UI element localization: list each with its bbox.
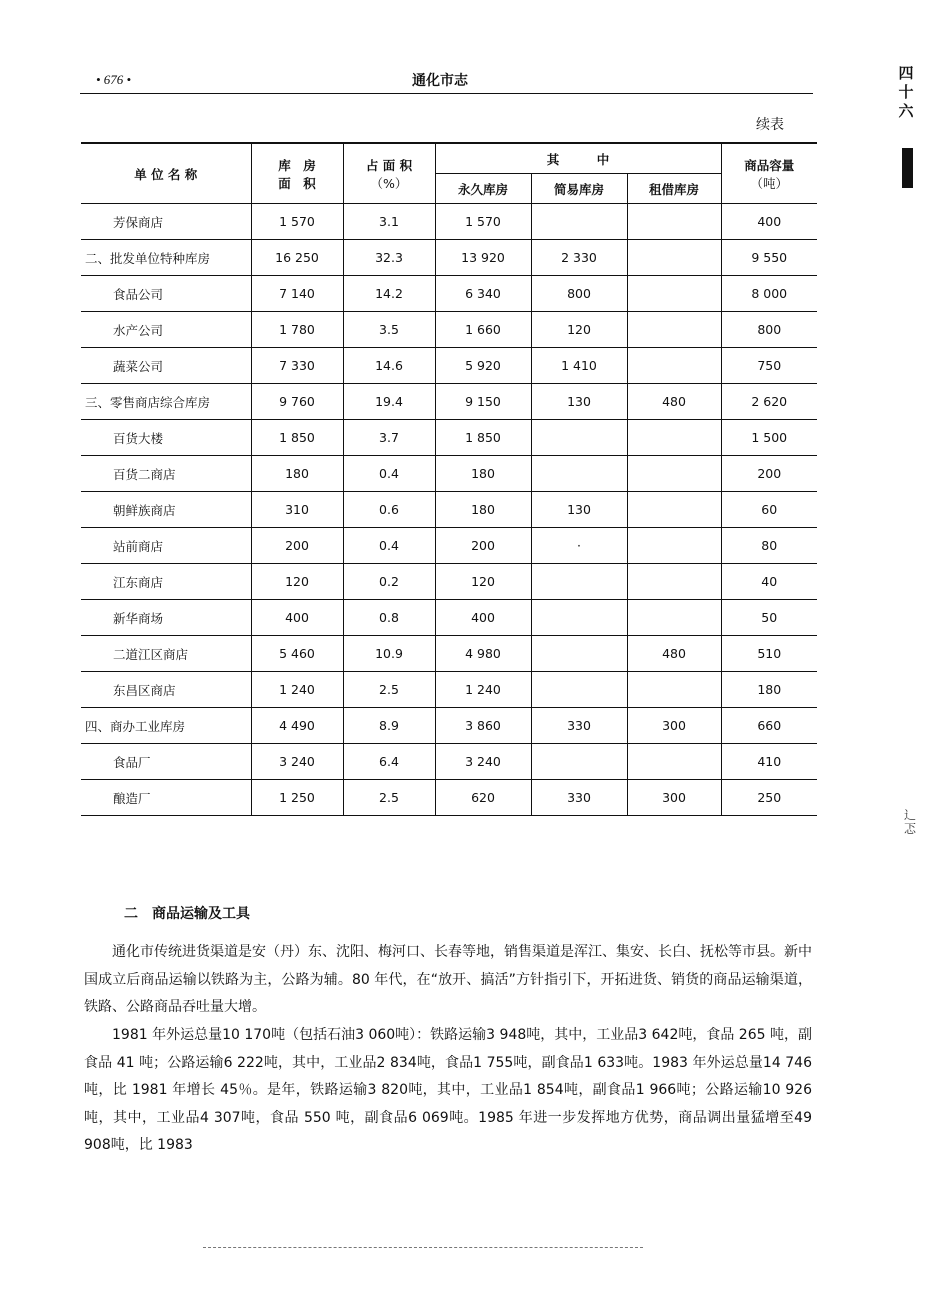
share-cell: 0.6 xyxy=(343,492,435,528)
header-warehouse-area-line2: 面 积 xyxy=(278,175,316,191)
share-cell: 3.5 xyxy=(343,312,435,348)
capacity-cell: 80 xyxy=(721,528,817,564)
simple-cell: 120 xyxy=(531,312,627,348)
side-tab-char: 六 xyxy=(898,102,914,120)
table-row xyxy=(81,204,817,240)
area-cell: 9 760 xyxy=(251,384,343,420)
permanent-cell: 180 xyxy=(435,492,531,528)
area-cell: 7 330 xyxy=(251,348,343,384)
unit-name-cell: 江东商店 xyxy=(81,564,251,600)
unit-name-cell: 蔬菜公司 xyxy=(81,348,251,384)
section-paragraph: 通化市传统进货渠道是安（丹）东、沈阳、梅河口、长春等地，销售渠道是浑江、集安、长白、抚松等市县。新中国成立后商品运输以铁路为主，公路为辅。80 年代，在“放开、搞活”方针指引下，开拓进货、销货的商品运输渠道，铁路、公路商品吞吐量大增。 xyxy=(84,944,812,1015)
simple-cell xyxy=(531,204,627,240)
area-cell: 200 xyxy=(251,528,343,564)
permanent-cell: 13 920 xyxy=(435,240,531,276)
area-cell: 120 xyxy=(251,564,343,600)
capacity-cell: 510 xyxy=(721,636,817,672)
unit-name-cell: 食品厂 xyxy=(81,744,251,780)
unit-name-cell: 东昌区商店 xyxy=(81,672,251,708)
warehouse-table xyxy=(81,142,817,816)
area-cell: 7 140 xyxy=(251,276,343,312)
table-row xyxy=(81,780,817,816)
rented-cell xyxy=(627,528,721,564)
permanent-cell: 620 xyxy=(435,780,531,816)
simple-cell xyxy=(531,744,627,780)
share-cell: 0.4 xyxy=(343,528,435,564)
simple-cell: · xyxy=(531,528,627,564)
page-number: • 676 • xyxy=(96,72,132,87)
area-cell: 1 250 xyxy=(251,780,343,816)
rented-cell: 300 xyxy=(627,708,721,744)
simple-cell xyxy=(531,672,627,708)
area-cell: 16 250 xyxy=(251,240,343,276)
share-cell: 19.4 xyxy=(343,384,435,420)
table-row xyxy=(81,492,817,528)
unit-name-cell: 三、零售商店综合库房 xyxy=(81,384,251,420)
unit-name-cell: 二道江区商店 xyxy=(81,636,251,672)
page-bottom-rule xyxy=(203,1247,643,1248)
table-row xyxy=(81,312,817,348)
side-tab-char: 四 xyxy=(898,64,914,82)
rented-cell: 480 xyxy=(627,384,721,420)
capacity-cell: 800 xyxy=(721,312,817,348)
area-cell: 1 780 xyxy=(251,312,343,348)
margin-mark-char: 辶 xyxy=(903,808,916,822)
table-row xyxy=(81,384,817,420)
simple-cell xyxy=(531,636,627,672)
capacity-cell: 660 xyxy=(721,708,817,744)
unit-name-cell: 百货二商店 xyxy=(81,456,251,492)
share-cell: 0.2 xyxy=(343,564,435,600)
table-row xyxy=(81,600,817,636)
table-row xyxy=(81,672,817,708)
simple-cell xyxy=(531,600,627,636)
header-warehouse-area xyxy=(251,143,343,204)
capacity-cell: 180 xyxy=(721,672,817,708)
section-paragraph: 1981 年外运总量10 170吨（包括石油3 060吨）：铁路运输3 948吨，其中，工业品3 642吨，食品 265 吨，副食品 41 吨；公路运输6 222吨，其中，工业品2 834吨，食品1 755吨，副食品1 633吨。1983 年外运总量14 746吨，比 1981 年增长 45％。是年，铁路运输3 820吨，其中，工业品1 854吨，副食品1 966吨；公路运输10 926吨，其中，工业品4 307吨，食品 550 吨，副食品6 069吨。1985 年进一步发挥地方优势，商品调出量猛增至49 908吨，比 1983 xyxy=(84,1027,812,1153)
share-cell: 32.3 xyxy=(343,240,435,276)
area-cell: 310 xyxy=(251,492,343,528)
table-row xyxy=(81,708,817,744)
rented-cell xyxy=(627,564,721,600)
rented-cell xyxy=(627,672,721,708)
capacity-cell: 410 xyxy=(721,744,817,780)
rented-cell xyxy=(627,348,721,384)
rented-cell: 480 xyxy=(627,636,721,672)
table-row xyxy=(81,420,817,456)
permanent-cell: 200 xyxy=(435,528,531,564)
share-cell: 14.2 xyxy=(343,276,435,312)
header-share-line2: （%） xyxy=(370,175,408,191)
share-cell: 14.6 xyxy=(343,348,435,384)
capacity-cell: 60 xyxy=(721,492,817,528)
unit-name-cell: 水产公司 xyxy=(81,312,251,348)
rented-cell: 300 xyxy=(627,780,721,816)
permanent-cell: 5 920 xyxy=(435,348,531,384)
permanent-cell: 1 850 xyxy=(435,420,531,456)
share-cell: 6.4 xyxy=(343,744,435,780)
share-cell: 10.9 xyxy=(343,636,435,672)
capacity-cell: 400 xyxy=(721,204,817,240)
capacity-cell: 250 xyxy=(721,780,817,816)
share-cell: 2.5 xyxy=(343,780,435,816)
rented-cell xyxy=(627,744,721,780)
header-unit-name: 单 位 名 称 xyxy=(81,143,251,204)
book-title: 通化市志 xyxy=(412,73,468,89)
unit-name-cell: 酿造厂 xyxy=(81,780,251,816)
permanent-cell: 180 xyxy=(435,456,531,492)
header-permanent: 永久库房 xyxy=(435,174,531,204)
table-row xyxy=(81,564,817,600)
header-simple: 简易库房 xyxy=(531,174,627,204)
unit-name-cell: 食品公司 xyxy=(81,276,251,312)
simple-cell: 330 xyxy=(531,780,627,816)
capacity-cell: 1 500 xyxy=(721,420,817,456)
capacity-cell: 200 xyxy=(721,456,817,492)
unit-name-cell: 站前商店 xyxy=(81,528,251,564)
unit-name-cell: 百货大楼 xyxy=(81,420,251,456)
table-row xyxy=(81,456,817,492)
rented-cell xyxy=(627,420,721,456)
rented-cell xyxy=(627,276,721,312)
area-cell: 5 460 xyxy=(251,636,343,672)
unit-name-cell: 新华商场 xyxy=(81,600,251,636)
unit-name-cell: 朝鲜族商店 xyxy=(81,492,251,528)
permanent-cell: 1 660 xyxy=(435,312,531,348)
permanent-cell: 3 240 xyxy=(435,744,531,780)
margin-mark xyxy=(902,808,918,836)
capacity-cell: 50 xyxy=(721,600,817,636)
table-row xyxy=(81,348,817,384)
table-row xyxy=(81,744,817,780)
permanent-cell: 9 150 xyxy=(435,384,531,420)
table-row xyxy=(81,276,817,312)
permanent-cell: 120 xyxy=(435,564,531,600)
header-warehouse-area-line1: 库 房 xyxy=(278,157,316,173)
simple-cell: 130 xyxy=(531,384,627,420)
permanent-cell: 1 240 xyxy=(435,672,531,708)
unit-name-cell: 二、批发单位特种库房 xyxy=(81,240,251,276)
table-row xyxy=(81,636,817,672)
simple-cell: 1 410 xyxy=(531,348,627,384)
rented-cell xyxy=(627,240,721,276)
simple-cell: 130 xyxy=(531,492,627,528)
table-row xyxy=(81,528,817,564)
simple-cell xyxy=(531,564,627,600)
side-tab xyxy=(896,64,916,121)
rented-cell xyxy=(627,456,721,492)
capacity-cell: 2 620 xyxy=(721,384,817,420)
header-rule xyxy=(80,93,813,94)
permanent-cell: 1 570 xyxy=(435,204,531,240)
area-cell: 4 490 xyxy=(251,708,343,744)
area-cell: 3 240 xyxy=(251,744,343,780)
simple-cell: 800 xyxy=(531,276,627,312)
header-of-which: 其 中 xyxy=(435,143,721,174)
table-row xyxy=(81,240,817,276)
simple-cell: 2 330 xyxy=(531,240,627,276)
capacity-cell: 40 xyxy=(721,564,817,600)
share-cell: 3.7 xyxy=(343,420,435,456)
share-cell: 3.1 xyxy=(343,204,435,240)
continuation-label: 续表 xyxy=(756,117,784,133)
rented-cell xyxy=(627,492,721,528)
unit-name-cell: 芳保商店 xyxy=(81,204,251,240)
area-cell: 180 xyxy=(251,456,343,492)
simple-cell: 330 xyxy=(531,708,627,744)
rented-cell xyxy=(627,204,721,240)
header-capacity-line1: 商品容量 xyxy=(744,157,795,173)
share-cell: 0.4 xyxy=(343,456,435,492)
header-capacity-line2: （吨） xyxy=(750,175,788,191)
section-title: 二 商品运输及工具 xyxy=(124,906,250,922)
rented-cell xyxy=(627,312,721,348)
permanent-cell: 6 340 xyxy=(435,276,531,312)
header-capacity xyxy=(721,143,817,204)
share-cell: 8.9 xyxy=(343,708,435,744)
area-cell: 1 240 xyxy=(251,672,343,708)
permanent-cell: 3 860 xyxy=(435,708,531,744)
area-cell: 400 xyxy=(251,600,343,636)
area-cell: 1 570 xyxy=(251,204,343,240)
header-rented: 租借库房 xyxy=(627,174,721,204)
header-share-line1: 占 面 积 xyxy=(365,157,413,173)
simple-cell xyxy=(531,456,627,492)
share-cell: 0.8 xyxy=(343,600,435,636)
simple-cell xyxy=(531,420,627,456)
capacity-cell: 9 550 xyxy=(721,240,817,276)
share-cell: 2.5 xyxy=(343,672,435,708)
side-tab-marker xyxy=(902,148,913,188)
permanent-cell: 4 980 xyxy=(435,636,531,672)
rented-cell xyxy=(627,600,721,636)
permanent-cell: 400 xyxy=(435,600,531,636)
margin-mark-char: 忑 xyxy=(903,822,916,836)
header-share xyxy=(343,143,435,204)
area-cell: 1 850 xyxy=(251,420,343,456)
capacity-cell: 750 xyxy=(721,348,817,384)
unit-name-cell: 四、商办工业库房 xyxy=(81,708,251,744)
side-tab-char: 十 xyxy=(898,83,914,101)
capacity-cell: 8 000 xyxy=(721,276,817,312)
